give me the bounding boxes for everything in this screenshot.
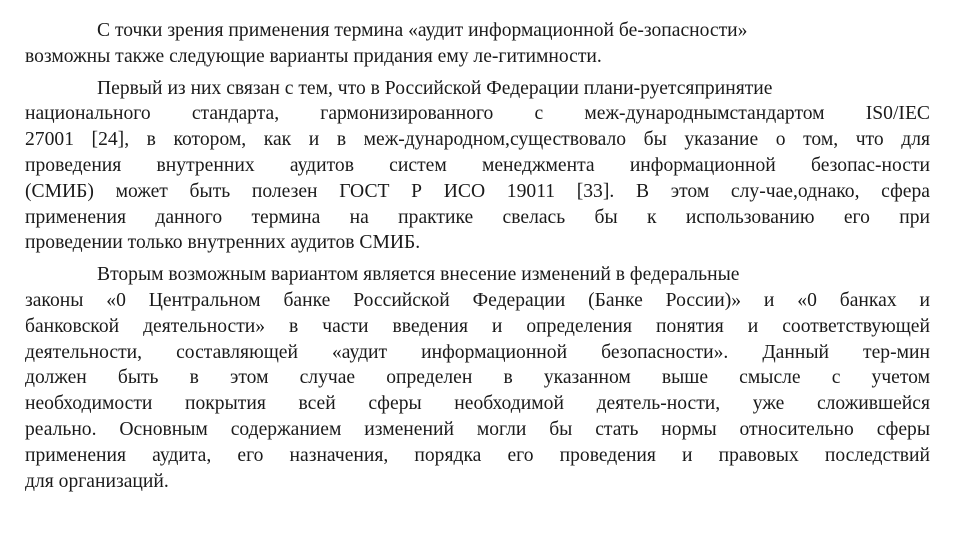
paragraph-2-line-3: 27001 [24], в котором, как и в меж-дународном,существовало бы указание о том, что для bbox=[25, 129, 930, 151]
paragraph-3 bbox=[25, 262, 930, 494]
paragraph-2-line-5: (СМИБ) может быть полезен ГОСТ Р ИСО 19011 [33]. В этом слу-чае,однако, сфера bbox=[25, 180, 930, 202]
document-body bbox=[25, 18, 930, 500]
paragraph-2-line-2: национального стандарта, гармонизированного с меж-дународнымстандартом IS0/IEC bbox=[25, 103, 930, 125]
paragraph-2 bbox=[25, 76, 930, 257]
paragraph-2-line-7: проведении только внутренних аудитов СМИБ. bbox=[25, 232, 421, 254]
paragraph-3-line-4: деятельности, составляющей «аудит информационной безопасности». Данный тер-мин bbox=[25, 341, 930, 363]
paragraph-1-line-1: С точки зрения применения термина «аудит информационной бе-зопасности» bbox=[97, 20, 748, 41]
paragraph-2-line-1: Первый из них связан с тем, что в Российской Федерации плани-руетсяпринятие bbox=[97, 77, 773, 99]
paragraph-2-line-6: применения данного термина на практике свелась бы к использованию его при bbox=[25, 206, 930, 228]
paragraph-3-line-1: Вторым возможным вариантом является внесение изменений в федеральные bbox=[97, 264, 740, 286]
paragraph-3-line-5: должен быть в этом случае определен в указанном выше смысле с учетом bbox=[25, 367, 930, 389]
paragraph-3-line-9: для организаций. bbox=[25, 470, 169, 492]
paragraph-3-line-2: законы «0 Центральном банке Российской Федерации (Банке России)» и «0 банках и bbox=[25, 289, 930, 311]
paragraph-1-line-2: возможны также следующие варианты придания ему ле-гитимности. bbox=[25, 45, 602, 67]
paragraph-3-line-8: применения аудита, его назначения, порядка его проведения и правовых последствий bbox=[25, 444, 930, 466]
paragraph-3-line-3: банковской деятельности» в части введения и определения понятия и соответствующей bbox=[25, 315, 930, 337]
paragraph-3-line-7: реально. Основным содержанием изменений могли бы стать нормы относительно сферы bbox=[25, 418, 930, 440]
paragraph-1 bbox=[25, 18, 930, 70]
paragraph-3-line-6: необходимости покрытия всей сферы необходимой деятель-ности, уже сложившейся bbox=[25, 393, 930, 415]
paragraph-2-line-4: проведения внутренних аудитов систем менеджмента информационной безопас-ности bbox=[25, 154, 930, 176]
